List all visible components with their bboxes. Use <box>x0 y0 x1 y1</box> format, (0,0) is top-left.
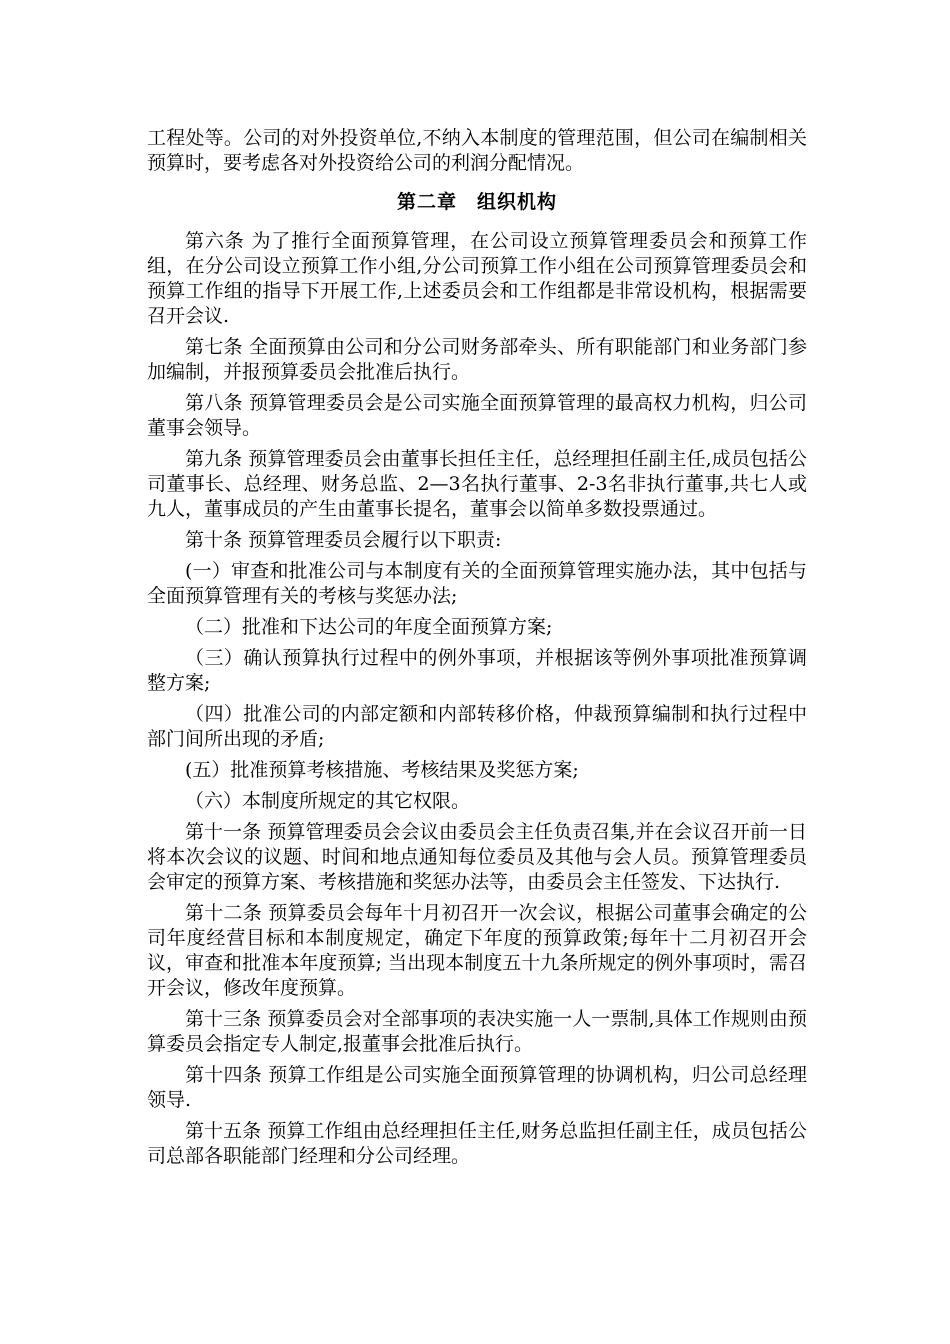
duty-item-3: （三）确认预算执行过程中的例外事项，并根据该等例外事项批准预算调整方案; <box>147 647 807 694</box>
chapter-title: 第二章 组织机构 <box>396 191 557 213</box>
article-7: 第七条 全面预算由公司和分公司财务部牵头、所有职能部门和业务部门参加编制，并报预算委员会批准后执行。 <box>147 336 807 383</box>
duty-item-1: (一）审查和批准公司与本制度有关的全面预算管理实施办法，其中包括与全面预算管理有关的考核与奖惩办法; <box>147 560 807 607</box>
duty-item-6: （六）本制度所规定的其它权限。 <box>185 790 471 812</box>
intro-paragraph: 工程处等。公司的对外投资单位,不纳入本制度的管理范围，但公司在编制相关预算时，要考虑各对外投资给公司的利润分配情况。 <box>147 127 807 174</box>
article-8: 第八条 预算管理委员会是公司实施全面预算管理的最高权力机构，归公司董事会领导。 <box>147 392 807 439</box>
article-12: 第十二条 预算委员会每年十月初召开一次会议，根据公司董事会确定的公司年度经营目标和本制度规定，确定下年度的预算政策;每年十二月初召开会议，审查和批准本年度预算; 当出现本制度五十九条所规定的例外事项时，需召开会议，修改年度预算。 <box>147 902 807 999</box>
article-6: 第六条 为了推行全面预算管理，在公司设立预算管理委员会和预算工作组，在分公司设立预算工作小组,分公司预算工作小组在公司预算管理委员会和预算工作组的指导下开展工作,上述委员会和工作组都是非常设机构，根据需要召开会议. <box>147 230 807 327</box>
duty-item-4: （四）批准公司的内部定额和内部转移价格，仲裁预算编制和执行过程中部门间所出现的矛盾; <box>147 703 807 750</box>
duty-item-2: （二）批准和下达公司的年度全面预算方案; <box>185 616 553 638</box>
article-9: 第九条 预算管理委员会由董事长担任主任，总经理担任副主任,成员包括公司董事长、总经理、财务总监、2—3名执行董事、2-3名非执行董事,共七人或九人，董事成员的产生由董事长提名，董事会以简单多数投票通过。 <box>147 448 807 520</box>
article-11: 第十一条 预算管理委员会会议由委员会主任负责召集,并在会议召开前一日将本次会议的议题、时间和地点通知每位委员及其他与会人员。预算管理委员会审定的预算方案、考核措施和奖惩办法等，由委员会主任签发、下达执行. <box>147 821 807 893</box>
article-15: 第十五条 预算工作组由总经理担任主任,财务总监担任副主任，成员包括公司总部各职能部门经理和分公司经理。 <box>147 1120 807 1167</box>
article-10: 第十条 预算管理委员会履行以下职责: <box>185 529 502 551</box>
duty-item-5: (五）批准预算考核措施、考核结果及奖惩方案; <box>185 759 579 781</box>
article-14: 第十四条 预算工作组是公司实施全面预算管理的协调机构，归公司总经理领导. <box>147 1064 807 1111</box>
article-13: 第十三条 预算委员会对全部事项的表决实施一人一票制,具体工作规则由预算委员会指定专人制定,报董事会批准后执行。 <box>147 1008 807 1055</box>
